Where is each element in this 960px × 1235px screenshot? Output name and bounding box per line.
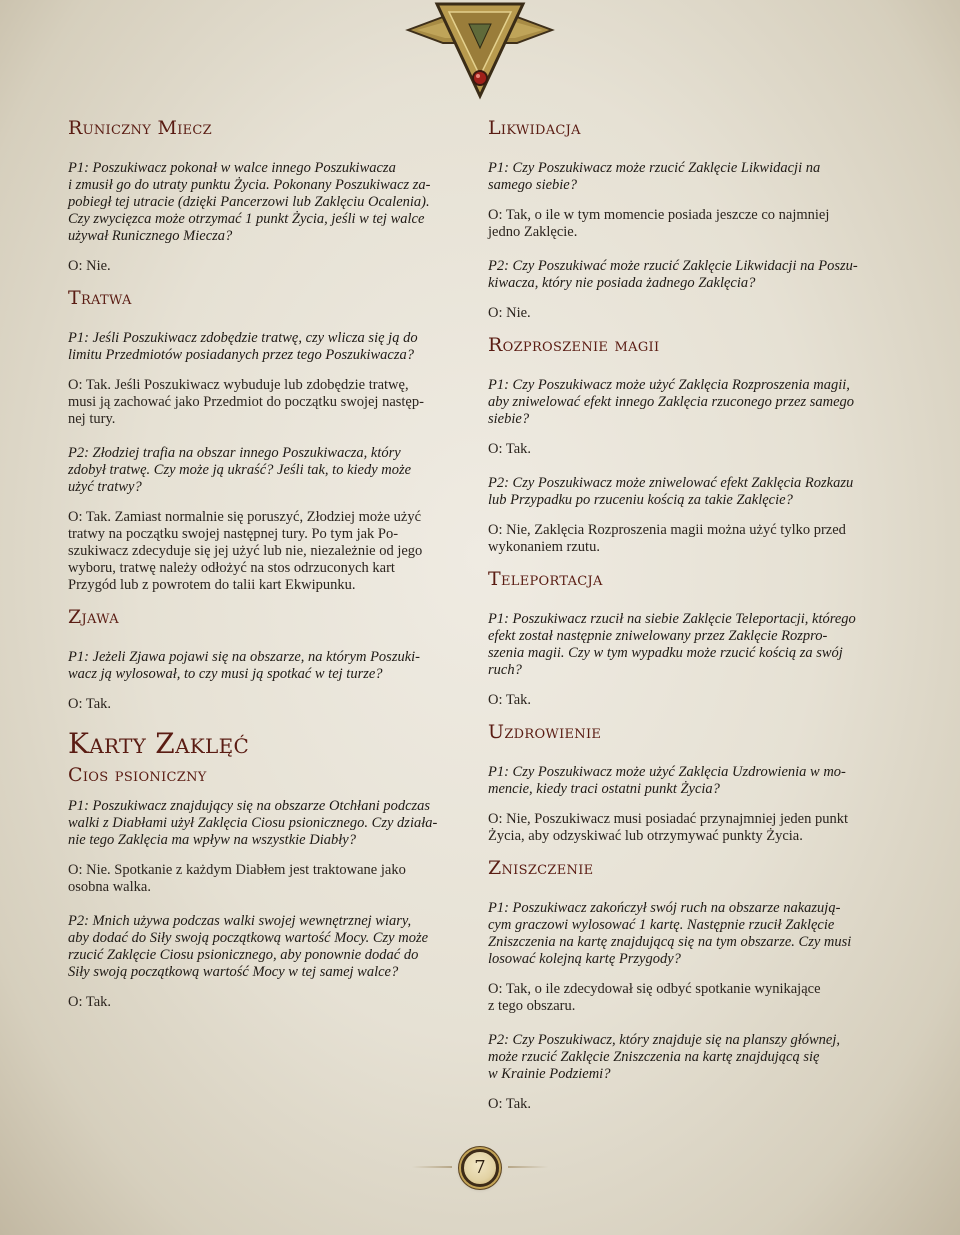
question-paragraph (488, 764, 893, 798)
text-line: musi ją zachować jako Przedmiot do początku swojej następ- (68, 394, 424, 410)
chapter-heading: Karty Zaklęć (68, 727, 250, 760)
triangle-emblem-icon (405, 0, 555, 100)
text-line: P1: Czy Poszukiwacz może użyć Zaklęcia Rozproszenia magii, (488, 377, 850, 393)
question-paragraph (68, 913, 473, 981)
text-line: używał Runicznego Miecza? (68, 228, 233, 244)
section-heading: Likwidacja (488, 117, 581, 139)
answer-paragraph (68, 377, 473, 428)
section-heading: Uzdrowienie (488, 721, 602, 743)
page-number: 7 (474, 1157, 486, 1178)
text-line: w Krainie Podziemi? (488, 1066, 611, 1082)
text-line: może rzucić Zaklęcie Zniszczenia na kartę znajdującą się (488, 1049, 820, 1065)
text-line: lub Przypadku po rzuceniu kością za takie Zaklęcie? (488, 492, 793, 508)
text-line: nie tego Zaklęcia ma wpływ na wszystkie Diabły? (68, 832, 356, 848)
text-line: O: Tak. (68, 696, 112, 712)
question-paragraph (68, 798, 473, 849)
section-heading: Teleportacja (488, 568, 603, 590)
question-paragraph (488, 1032, 893, 1083)
text-line: samego siebie? (488, 177, 577, 193)
text-line: walki z Diabłami użył Zaklęcia Ciosu psionicznego. Czy działa- (68, 815, 438, 831)
text-line: wyboru, tratwę należy odłożyć na stos odrzuconych kart (68, 560, 395, 576)
text-line: tratwy na początku swojej następnej tury. Po tym jak Po- (68, 526, 399, 542)
text-line: O: Tak. (488, 1096, 532, 1112)
text-line: O: Tak. (68, 994, 112, 1010)
text-line: O: Nie. (68, 258, 111, 274)
answer-paragraph (488, 522, 893, 556)
text-line: Siły swoją początkową wartość Mocy w tej samej walce? (68, 964, 399, 980)
left-column (68, 117, 473, 1011)
text-line: z tego obszaru. (488, 998, 576, 1014)
divider (412, 1166, 452, 1168)
answer-paragraph (488, 207, 893, 241)
answer-paragraph (488, 981, 893, 1015)
answer-paragraph (68, 696, 473, 713)
text-line: jedno Zaklęcie. (488, 224, 578, 240)
text-line: szukiwacz zdecyduje się jej użyć lub nie, niezależnie od jego (68, 543, 423, 559)
right-column (488, 117, 893, 1113)
text-line: O: Tak. Jeśli Poszukiwacz wybuduje lub zdobędzie tratwę, (68, 377, 409, 393)
question-paragraph (68, 160, 473, 245)
text-line: O: Nie. (488, 305, 531, 321)
text-line: P2: Czy Poszukiwać może rzucić Zaklęcie Likwidacji na Poszu- (488, 258, 858, 274)
text-line: aby dodać do Siły swoją początkową wartość Mocy. Czy może (68, 930, 429, 946)
section-heading: Zniszczenie (488, 857, 594, 879)
text-line: O: Nie, Poszukiwacz musi posiadać przynajmniej jeden punkt (488, 811, 848, 827)
text-line: nej tury. (68, 411, 116, 427)
text-line: Zniszczenia na kartę znajdującą się na tym obszarze. Czy musi (488, 934, 852, 950)
text-line: P1: Jeżeli Zjawa pojawi się na obszarze, na którym Poszuki- (68, 649, 421, 665)
text-line: wykonaniem rzutu. (488, 539, 600, 555)
text-line: limitu Przedmiotów posiadanych przez tego Poszukiwacza? (68, 347, 414, 363)
text-line: P1: Poszukiwacz znajdujący się na obszarze Otchłani podczas (68, 798, 431, 814)
question-paragraph (68, 445, 473, 496)
section-heading: Zjawa (68, 606, 119, 628)
answer-paragraph (488, 692, 893, 709)
text-line: cym graczowi wylosować 1 kartę. Następnie rzucił Zaklęcie (488, 917, 835, 933)
text-line: kiwacza, który nie posiada żadnego Zaklęcia? (488, 275, 756, 291)
question-paragraph (488, 377, 893, 428)
text-line: P2: Mnich używa podczas walki swojej wewnętrznej wiary, (68, 913, 412, 929)
text-line: mencie, kiedy traci ostatni punkt Życia? (488, 781, 720, 797)
text-line: Życia, aby odzyskiwać lub otrzymywać punkty Życia. (488, 828, 803, 844)
text-line: O: Tak. (488, 441, 532, 457)
answer-paragraph (68, 509, 473, 594)
text-line: i zmusił go do utraty punktu Życia. Pokonany Poszukiwacz za- (68, 177, 431, 193)
text-line: O: Tak. (488, 692, 532, 708)
text-line: aby zniwelować efekt innego Zaklęcia rzuconego przez samego (488, 394, 855, 410)
text-line: szenia magii. Czy w tym wypadku może rzucić kością za swój (488, 645, 843, 661)
divider (508, 1166, 548, 1168)
answer-paragraph (488, 1096, 893, 1113)
answer-paragraph (488, 811, 893, 845)
text-line: P2: Złodziej trafia na obszar innego Poszukiwacza, który (68, 445, 401, 461)
text-line: O: Tak, o ile zdecydował się odbyć spotkanie wynikające (488, 981, 821, 997)
text-line: osobna walka. (68, 879, 151, 895)
text-line: P2: Czy Poszukiwacz, który znajduje się na planszy głównej, (488, 1032, 840, 1048)
text-line: O: Tak. Zamiast normalnie się poruszyć, Złodziej może użyć (68, 509, 422, 525)
text-line: P1: Poszukiwacz rzucił na siebie Zaklęcie Teleportacji, którego (488, 611, 856, 627)
question-paragraph (488, 475, 893, 509)
text-line: Czy zwycięzca może otrzymać 1 punkt Życia, jeśli w tej walce (68, 211, 425, 227)
text-line: wacz ją wylosował, to czy musi ją spotkać w tej turze? (68, 666, 383, 682)
text-line: siebie? (488, 411, 530, 427)
question-paragraph (68, 649, 473, 683)
text-line: P2: Czy Poszukiwacz może zniwelować efekt Zaklęcia Rozkazu (488, 475, 854, 491)
text-line: P1: Jeśli Poszukiwacz zdobędzie tratwę, czy wlicza się ją do (68, 330, 418, 346)
text-line: O: Nie, Zaklęcia Rozproszenia magii można użyć tylko przed (488, 522, 846, 538)
text-line: ruch? (488, 662, 522, 678)
text-line: użyć tratwy? (68, 479, 142, 495)
answer-paragraph (488, 441, 893, 458)
answer-paragraph (68, 994, 473, 1011)
text-line: P1: Poszukiwacz zakończył swój ruch na obszarze nakazują- (488, 900, 841, 916)
question-paragraph (488, 611, 893, 679)
question-paragraph (488, 258, 893, 292)
text-line: Przygód lub z powrotem do talii kart Ekwipunku. (68, 577, 356, 593)
text-line: P1: Poszukiwacz pokonał w walce innego Poszukiwacza (68, 160, 396, 176)
text-line: rzucić Zaklęcie Ciosu psionicznego, aby ponownie dodać do (68, 947, 419, 963)
text-line: efekt został następnie zniwelowany przez Zaklęcie Rozpro- (488, 628, 828, 644)
text-line: pobiegł tej utracie (dzięki Pancerzowi lub Zaklęciu Ocalenia). (68, 194, 430, 210)
answer-paragraph (68, 862, 473, 896)
text-line: losować kolejną kartę Przygody? (488, 951, 681, 967)
text-line: O: Nie. Spotkanie z każdym Diabłem jest traktowane jako (68, 862, 406, 878)
text-line: O: Tak, o ile w tym momencie posiada jeszcze co najmniej (488, 207, 830, 223)
question-paragraph (68, 330, 473, 364)
question-paragraph (488, 160, 893, 194)
medallion-icon (461, 1149, 499, 1187)
text-line: P1: Czy Poszukiwacz może rzucić Zaklęcie Likwidacji na (488, 160, 821, 176)
section-heading: Tratwa (68, 287, 132, 309)
section-heading: Cios psioniczny (68, 764, 207, 786)
text-line: P1: Czy Poszukiwacz może użyć Zaklęcia Uzdrowienia w mo- (488, 764, 846, 780)
answer-paragraph (488, 305, 893, 322)
question-paragraph (488, 900, 893, 968)
section-heading: Rozproszenie magii (488, 334, 660, 356)
text-line: zdobył tratwę. Czy może ją ukraść? Jeśli tak, to kiedy może (68, 462, 412, 478)
section-heading: Runiczny Miecz (68, 117, 213, 139)
answer-paragraph (68, 258, 473, 275)
